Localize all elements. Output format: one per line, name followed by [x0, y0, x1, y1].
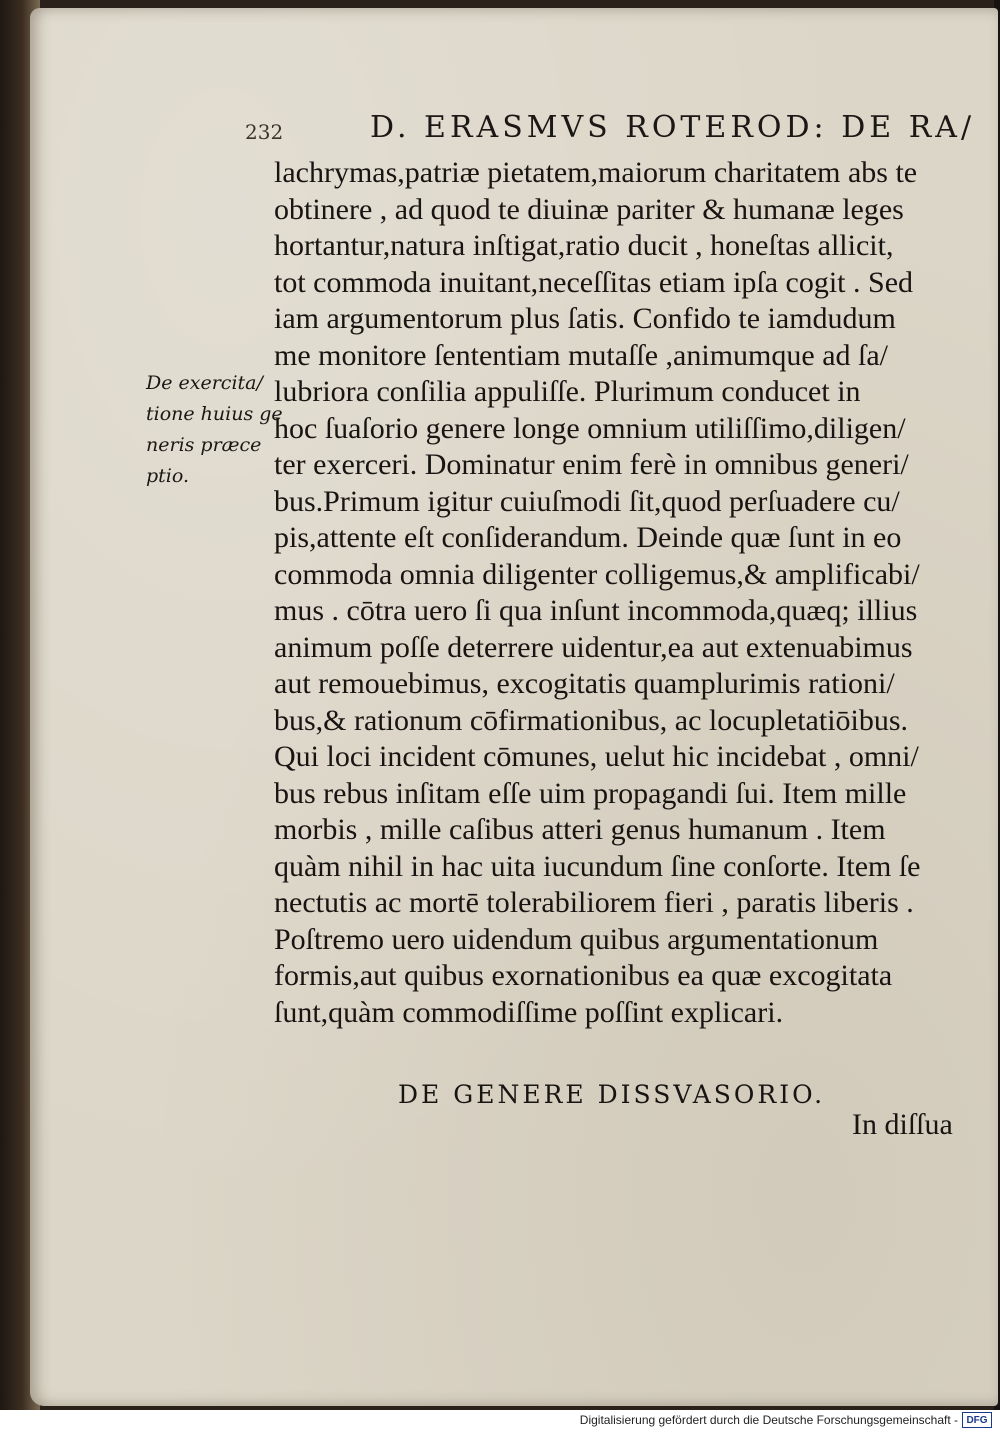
- catchword: In diſſua: [852, 1108, 953, 1141]
- marginal-note-line: De exercita/: [146, 372, 263, 394]
- page-number: 232: [245, 120, 284, 144]
- text-line: obtinere , ad quod te diuinæ pariter & humanæ leges: [274, 192, 904, 226]
- text-line: Poſtremo uero uidendum quibus argumentationum: [274, 922, 879, 956]
- marginal-note-line: neris præce: [146, 434, 262, 456]
- text-line: formis,aut quibus exornationibus ea quæ excogitata: [274, 959, 893, 992]
- text-line: aut remouebimus, excogitatis quamplurimis rationi/: [274, 667, 895, 700]
- text-line: nectutis ac mortē tolerabiliorem fieri , paratis liberis .: [274, 886, 914, 919]
- text-line: me monitore ſententiam mutaſſe ,animumque ad ſa/: [274, 338, 888, 372]
- text-line: morbis , mille caſibus atteri genus humanum . Item: [274, 813, 886, 846]
- funding-credit: Digitalisierung gefördert durch die Deutsche Forschungsgemeinschaft -: [579, 1413, 958, 1427]
- marginal-note: [146, 368, 283, 492]
- dfg-logo-icon: DFG: [962, 1412, 992, 1428]
- text-line: iam argumentorum plus ſatis. Confido te iamdudum: [274, 302, 896, 335]
- running-title: D. ERASMVS ROTEROD: DE RA/: [370, 110, 976, 145]
- text-line: ſunt,quàm commodiſſime poſſint explicari.: [274, 995, 784, 1029]
- text-line: mus . cōtra uero ſi qua inſunt incommoda,quæq; illius: [274, 594, 918, 627]
- section-heading: DE GENERE DISSVASORIO.: [398, 1080, 826, 1109]
- marginal-note-line: ptio.: [146, 465, 190, 487]
- running-head: [245, 110, 976, 150]
- marginal-note-line: tione huius ge: [146, 403, 283, 425]
- text-line: pis,attente eſt conſiderandum. Deinde quæ ſunt in eo: [274, 521, 902, 554]
- text-line: commoda omnia diligenter colligemus,& amplificabi/: [274, 557, 920, 591]
- text-line: lachrymas,patriæ pietatem,maiorum charitatem abs te: [274, 156, 918, 189]
- text-line: bus rebus inſitam eſſe uim propagandi ſui. Item mille: [274, 776, 907, 810]
- text-line: quàm nihil in hac uita iucundum ſine conſorte. Item ſe: [274, 849, 921, 883]
- text-line: bus.Primum igitur cuiuſmodi ſit,quod perſuadere cu/: [274, 484, 900, 518]
- text-line: hoc ſuaſorio genere longe omnium utiliſſimo,diligen/: [274, 411, 906, 445]
- body-text: [274, 155, 974, 1031]
- text-line: Qui loci incident cōmunes, uelut hic incidebat , omni/: [274, 740, 919, 773]
- text-line: hortantur,natura inſtigat,ratio ducit , honeſtas allicit,: [274, 229, 894, 262]
- text-line: bus,& rationum cōfirmationibus, ac locupletatiōibus.: [274, 703, 909, 737]
- text-line: animum poſſe deterrere uidentur,ea aut extenuabimus: [274, 630, 913, 664]
- text-line: lubriora conſilia appuliſſe. Plurimum conducet in: [274, 375, 861, 408]
- text-line: tot commoda inuitant,neceſſitas etiam ipſa cogit . Sed: [274, 265, 914, 299]
- text-line: ter exerceri. Dominatur enim ferè in omnibus generi/: [274, 448, 909, 481]
- footer-bar: [0, 1410, 1000, 1433]
